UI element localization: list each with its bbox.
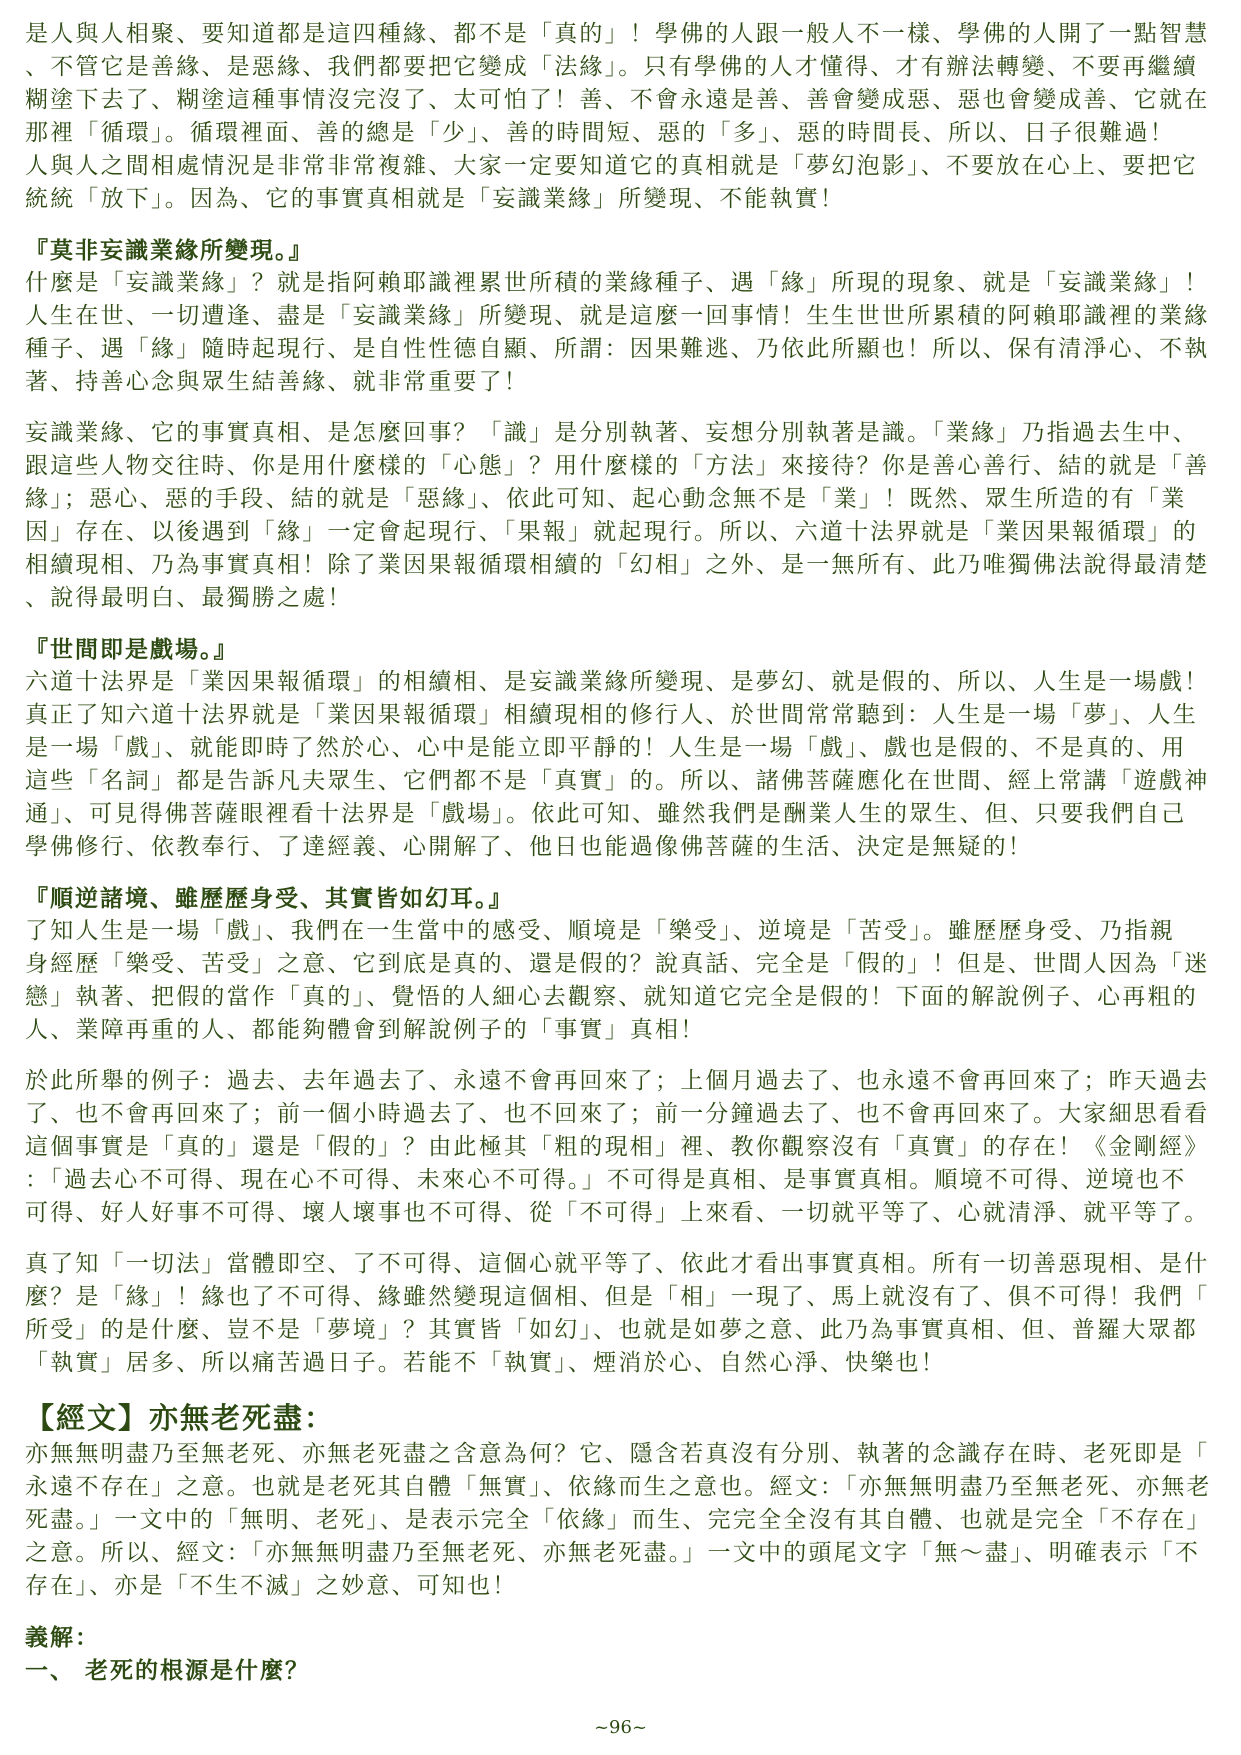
page-content: [25, 18, 1217, 1687]
paragraph: 於此所舉的例子：過去、去年過去了、永遠不會再回來了；上個月過去了、也永遠不會再回來了；昨天過去 了、也不會再回來了；前一個小時過去了、也不回來了；前一分鐘過去了、也不會再回來了。大家細思看看 這個事實是「真的」還是「假的」？由此極其「粗的現相」裡、教你觀察沒有「真實」的存在！《金剛經》 ：「過去心不可得、現在心不可得、未來心不可得。」不可得是真相、是事實真相。順境不可得、逆境也不 可得、好人好事不可得、壞人壞事也不可得、從「不可得」上來看、一切就平等了、心就清淨、就平等了。: [25, 1068, 1210, 1226]
paragraph: 妄識業緣、它的事實真相、是怎麼回事？「識」是分別執著、妄想分別執著是識。「業緣」乃指過去生中、 跟這些人物交往時、你是用什麼樣的「心態」？用什麼樣的「方法」來接待？你是善心善行、結的就是「善 緣」；惡心、惡的手段、結的就是「惡緣」、依此可知、起心動念無不是「業」！既然、眾生所造的有「業 因」存在、以後遇到「緣」一定會起現行、「果報」就起現行。所以、六道十法界就是「業因果報循環」的 相續現相、乃為事實真相！除了業因果報循環相續的「幻相」之外、是一無所有、此乃唯獨佛法說得最清楚 、說得最明白、最獨勝之處！: [25, 420, 1210, 611]
paragraph: 亦無無明盡乃至無老死、亦無老死盡之含意為何？它、隱含若真沒有分別、執著的念識存在時、老死即是「 永遠不存在」之意。也就是老死其自體「無實」、依緣而生之意也。經文：「亦無無明盡乃至無老死、亦無老 死盡。」一文中的「無明、老死」、是表示完全「依緣」而生、完完全全沒有其自體、也就是完全「不存在」 之意。所以、經文：「亦無無明盡乃至無老死、亦無老死盡。」一文中的頭尾文字「無～盡」、明確表示「不 存在」、亦是「不生不滅」之妙意、可知也！: [25, 1441, 1212, 1599]
paragraph: 六道十法界是「業因果報循環」的相續相、是妄識業緣所變現、是夢幻、就是假的、所以、人生是一場戲！ 真正了知六道十法界就是「業因果報循環」相續現相的修行人、於世間常常聽到：人生是一場「夢」、人生 是一場「戲」、就能即時了然於心、心中是能立即平靜的！人生是一場「戲」、戲也是假的、不是真的、用 這些「名詞」都是告訴凡夫眾生、它們都不是「真實」的。所以、諸佛菩薩應化在世間、經上常講「遊戲神 通」、可見得佛菩薩眼裡看十法界是「戲場」。依此可知、雖然我們是酬業人生的眾生、但、只要我們自己 學佛修行、依教奉行、了達經義、心開解了、他日也能過像佛菩薩的生活、決定是無疑的！: [25, 669, 1210, 860]
paragraph: 什麼是「妄識業緣」？就是指阿賴耶識裡累世所積的業緣種子、遇「緣」所現的現象、就是「妄識業緣」！ 人生在世、一切遭逢、盡是「妄識業緣」所變現、就是這麼一回事情！生生世世所累積的阿賴耶識裡的業緣 種子、遇「緣」隨時起現行、是自性性德自顯、所謂：因果難逃、乃依此所顯也！所以、保有清淨心、不執 著、持善心念與眾生結善緣、就非常重要了！: [25, 270, 1210, 395]
sutra-heading: 【經文】亦無老死盡：: [25, 1401, 336, 1435]
paragraph: 真了知「一切法」當體即空、了不可得、這個心就平等了、依此才看出事實真相。所有一切善惡現相、是什 麼？是「緣」！緣也了不可得、緣雖然變現這個相、但是「相」一現了、馬上就沒有了、俱不可得！我們「 所受」的是什麼、豈不是「夢境」？其實皆「如幻」、也就是如夢之意、此乃為事實真相、但、普羅大眾都 「執實」居多、所以痛苦過日子。若能不「執實」、煙消於心、自然心淨、快樂也！: [25, 1251, 1210, 1376]
subsection-heading: 一、 老死的根源是什麼？: [25, 1657, 311, 1684]
paragraph: 了知人生是一場「戲」、我們在一生當中的感受、順境是「樂受」、逆境是「苦受」。雖歷歷身受、乃指親 身經歷「樂受、苦受」之意、它到底是真的、還是假的？說真話、完全是「假的」！但是、世間人因為「迷 戀」執著、把假的當作「真的」、覺悟的人細心去觀察、就知道它完全是假的！下面的解說例子、心再粗的 人、業障再重的人、都能夠體會到解說例子的「事實」真相！: [25, 918, 1210, 1043]
page-number: ~96~: [593, 1717, 648, 1738]
paragraph: 是人與人相聚、要知道都是這四種緣、都不是「真的」！學佛的人跟一般人不一樣、學佛的人開了一點智慧 、不管它是善緣、是惡緣、我們都要把它變成「法緣」。只有學佛的人才懂得、才有辦法轉變、不要再繼續 糊塗下去了、糊塗這種事情沒完沒了、太可怕了！善、不會永遠是善、善會變成惡、惡也會變成善、它就在 那裡「循環」。循環裡面、善的總是「少」、善的時間短、惡的「多」、惡的時間長、所以、日子很難過！ 人與人之間相處情況是非常非常複雜、大家一定要知道它的真相就是「夢幻泡影」、不要放在心上、要把它 統統「放下」。因為、它的事實真相就是「妄識業緣」所變現、不能執實！: [25, 21, 1210, 212]
section-heading: 『莫非妄識業緣所變現。』: [25, 237, 314, 264]
section-heading: 『順逆諸境、雖歷歷身受、其實皆如幻耳。』: [25, 885, 514, 912]
section-heading: 『世間即是戲場。』: [25, 636, 239, 663]
subsection-heading: 義解：: [25, 1624, 100, 1651]
